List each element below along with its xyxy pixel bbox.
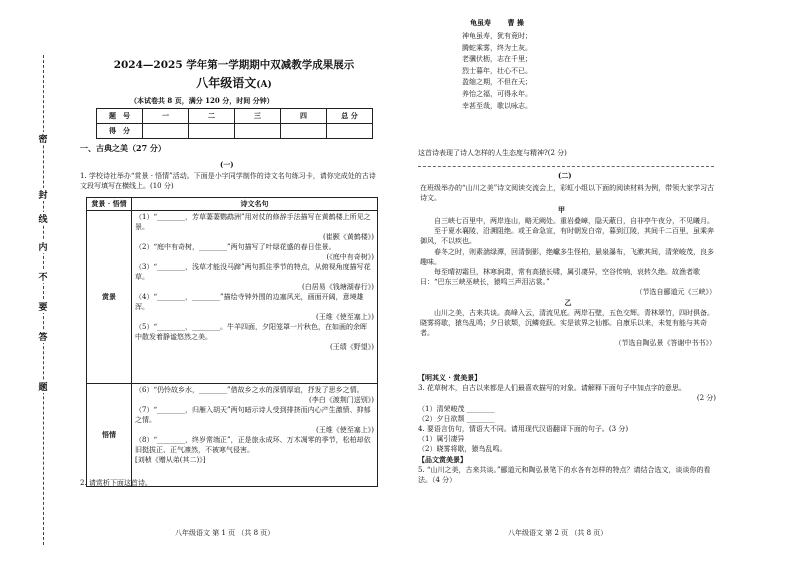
score-header-cell: 题 号	[97, 109, 143, 124]
seal-char: 要	[36, 300, 50, 313]
poem-line: 老骥伏枥，志在千里；	[462, 55, 532, 64]
scenery-items	[132, 211, 378, 384]
seal-char: 线	[36, 212, 50, 225]
answer-item[interactable]: （1）属引凄异	[418, 435, 465, 444]
fill-blank-item[interactable]: （5）“________，________。牛羊四面，夕阳笼罩一片秋色，在如画的余晖中散发着静谧悠然之美。	[135, 323, 368, 341]
exam-version: (A)	[256, 80, 272, 90]
poem-line: 烈士暮年，壮心不已。	[462, 66, 532, 75]
seal-margin	[0, 0, 60, 561]
exam-subtitle	[88, 74, 380, 91]
seal-char: 密	[36, 132, 50, 145]
poem-body	[462, 31, 532, 112]
item-source: (王维《使至塞上》)	[316, 313, 374, 321]
answer-item[interactable]: （2）夕日欲颓 ________	[418, 414, 495, 423]
question-3-score: (2 分)	[696, 394, 716, 403]
poem-table-scenery-row	[87, 211, 378, 384]
poem-practice-table	[86, 197, 378, 487]
fill-blank-item[interactable]: （2）“庭中有奇树，________”两句描写了叶绿花盛的春日佳景。	[135, 243, 336, 251]
question-3: 3. 花草树木，自古以来都是人们最喜欢描写的对象。请解释下面句子中加点字的意思。	[418, 384, 686, 393]
poem-title	[470, 18, 524, 28]
score-table-header-row	[97, 109, 373, 124]
poem-author: 曹 操	[507, 18, 524, 27]
item-source: (白居易《钱塘湖春行》)	[302, 283, 374, 291]
answer-item[interactable]: （2）晓雾将歇，猿鸟乱鸣。	[418, 445, 507, 454]
seal-char: 内	[36, 240, 50, 253]
item-source: (《庭中有奇树》)	[326, 253, 374, 261]
fill-blank-item[interactable]: （8）“________，终岁常端正”，正是旅永成环、万木凋零的季节，松柏却依旧挺拔正、正气凛然，不被寒气侵害。	[135, 436, 371, 454]
poem-line: 神龟虽寿，犹有竟时；	[462, 32, 532, 40]
answer-item[interactable]: （1）清荣峻茂 ________	[418, 404, 495, 413]
question-4: 4. 要语言仿句，情语大不同。请用现代汉语翻译下面的句子。(3 分)	[418, 425, 629, 434]
poem-line: 盈缩之期，不但在天；	[462, 78, 532, 87]
page-footer-left: 八年级语文 第 1 页 （共 8 页）	[175, 529, 275, 537]
poem-table-feeling-row	[87, 384, 378, 487]
feeling-items	[132, 384, 378, 487]
poem-table-header	[87, 198, 378, 211]
exam-title: 2024—2025 学年第一学期期中双减教学成果展示	[113, 59, 355, 71]
score-cell[interactable]	[235, 124, 281, 139]
poem-question: 这首诗表现了诗人怎样的人生态度与精神?(2 分)	[418, 149, 567, 157]
item-source: (李白《渡荆门送别》)	[309, 396, 374, 404]
subsection-heading: 【明其义 · 赏美景】	[418, 373, 482, 382]
question-5: 5. “山川之美，古来共谈。”郦道元和陶弘景笔下的水各有怎样的特点？请结合选文，谈谈你的看法。（4 分）	[418, 465, 711, 485]
passage-paragraph: 自三峡七百里中，两岸连山，略无阙处。重岩叠嶂，隐天蔽日，自非亭午夜分，不见曦月。	[434, 217, 714, 225]
part-label: (二)	[558, 171, 572, 180]
item-source: (王维《使至塞上》)	[316, 426, 374, 434]
exam-info: （本试卷共 8 页，满分 120 分，时间 分钟）	[130, 96, 274, 105]
questions-block	[418, 373, 716, 485]
item-source: (崔颢《黄鹤楼》)	[323, 233, 374, 241]
table-header-lines: 诗文名句	[132, 198, 378, 211]
question-2: 2. 请赏析下面这首诗。	[80, 479, 152, 487]
subject-name: 八年级语文	[196, 76, 257, 90]
category-scenery: 赏景	[87, 211, 132, 384]
question-1: 1. 学校诗社举办“赏景 · 悟情”活动。下面是小宇同学制作的诗文名句练习卡，请你完成处的古诗文段写填写在横线上。(10 分)	[80, 172, 376, 190]
passage-paragraph: 至于夏水襄陵，沿溯阻绝。或王命急宣，有时朝发白帝，暮到江陵，其间千二百里，虽乘奔御风，不以疾也。	[420, 227, 714, 246]
passage-source: （节选自陶弘景《答谢中书书》）	[614, 339, 716, 348]
fill-blank-item[interactable]: （3）“________，浅草才能没马蹄”两句抓住季节的特点，从俯视角度描写花草。	[135, 263, 371, 281]
score-header-cell: 总 分	[327, 109, 373, 124]
score-cell[interactable]	[281, 124, 327, 139]
passage-paragraph: 山川之美，古来共谈。高峰入云，清流见底。两岸石壁，五色交辉。青林翠竹，四时俱备。晓雾将歇，猿鸟乱鸣；夕日欲颓，沉鳞竞跃。实是欲界之仙都。自康乐以来，未复有能与其奇者。	[420, 308, 714, 338]
score-header-cell: 一	[143, 109, 189, 124]
item-source: (王绩《野望》)	[330, 343, 374, 351]
score-header-cell: 四	[281, 109, 327, 124]
fill-blank-item[interactable]: （6）“仍怜故乡水，________”借故乡之水的深情厚谊，抒发了思乡之情。	[135, 386, 364, 394]
passage-a-label: 甲	[558, 205, 565, 214]
passage-source: （节选自郦道元《三峡》）	[635, 288, 716, 297]
section2-intro: 在班级举办的“山川之美”诗文阅读交流会上，彩虹小组以下面的阅读材料为例，带领大家学习古诗文。	[420, 184, 715, 203]
score-cell[interactable]	[189, 124, 235, 139]
passage-a	[420, 216, 716, 349]
score-cell[interactable]	[143, 124, 189, 139]
score-table	[96, 108, 373, 139]
part-label: (一)	[220, 160, 234, 169]
seal-char: 封	[36, 188, 50, 201]
fill-blank-item[interactable]: （1）“________，芳草萋萋鹦鹉洲”用对仗的修辞手法描写在黄鹤楼上所见之景。	[135, 213, 371, 231]
item-source: [刘桢《赠从弟(其二)》]	[135, 456, 206, 464]
score-header-cell: 二	[189, 109, 235, 124]
table-header-category: 赏景 · 悟情	[87, 198, 132, 211]
section-heading: 一、古典之美（27 分）	[80, 143, 166, 153]
score-header-cell: 三	[235, 109, 281, 124]
seal-char: 答	[36, 330, 50, 343]
page-footer-right: 八年级语文 第 2 页 （共 8 页）	[508, 529, 608, 537]
fill-blank-item[interactable]: （7）“________，归雁入胡天”两句暗示诗人受到排挤而内心产生激愤、抑郁之情。	[135, 406, 371, 424]
poem-line: 幸甚至哉，歌以咏志。	[462, 101, 532, 110]
passage-b-label: 乙	[564, 297, 572, 307]
category-feeling: 悟情	[87, 384, 132, 487]
poem-line: 养怡之福，可得永年。	[462, 89, 532, 98]
passage-paragraph: 春冬之时，则素湍绿潭，回清倒影，绝巘多生怪柏，悬泉瀑布，飞漱其间，清荣峻茂，良多趣味。	[420, 247, 714, 266]
subsection-heading: 【品文赏美景】	[418, 454, 467, 464]
poem-line: 腾蛇乘雾，终为土灰。	[462, 43, 532, 52]
score-table-score-row	[97, 124, 373, 139]
score-cell[interactable]	[327, 124, 373, 139]
seal-char: 题	[36, 380, 50, 393]
section-divider	[418, 166, 714, 167]
score-row-label: 得 分	[97, 124, 143, 139]
passage-paragraph: 每至晴初霜旦，林寒涧肃，常有高猿长啸，属引凄异，空谷传响，哀转久绝。故渔者歌曰：“巴东三峡巫峡长，猿鸣三声泪沾裳。”	[420, 268, 700, 287]
fill-blank-item[interactable]: （4）“________，________”描绘寺钟外围的边塞风光，画面开阔，意境雄浑。	[135, 293, 364, 311]
seal-char: 不	[36, 270, 50, 283]
poem-title-text: 龟虽寿	[470, 18, 491, 27]
